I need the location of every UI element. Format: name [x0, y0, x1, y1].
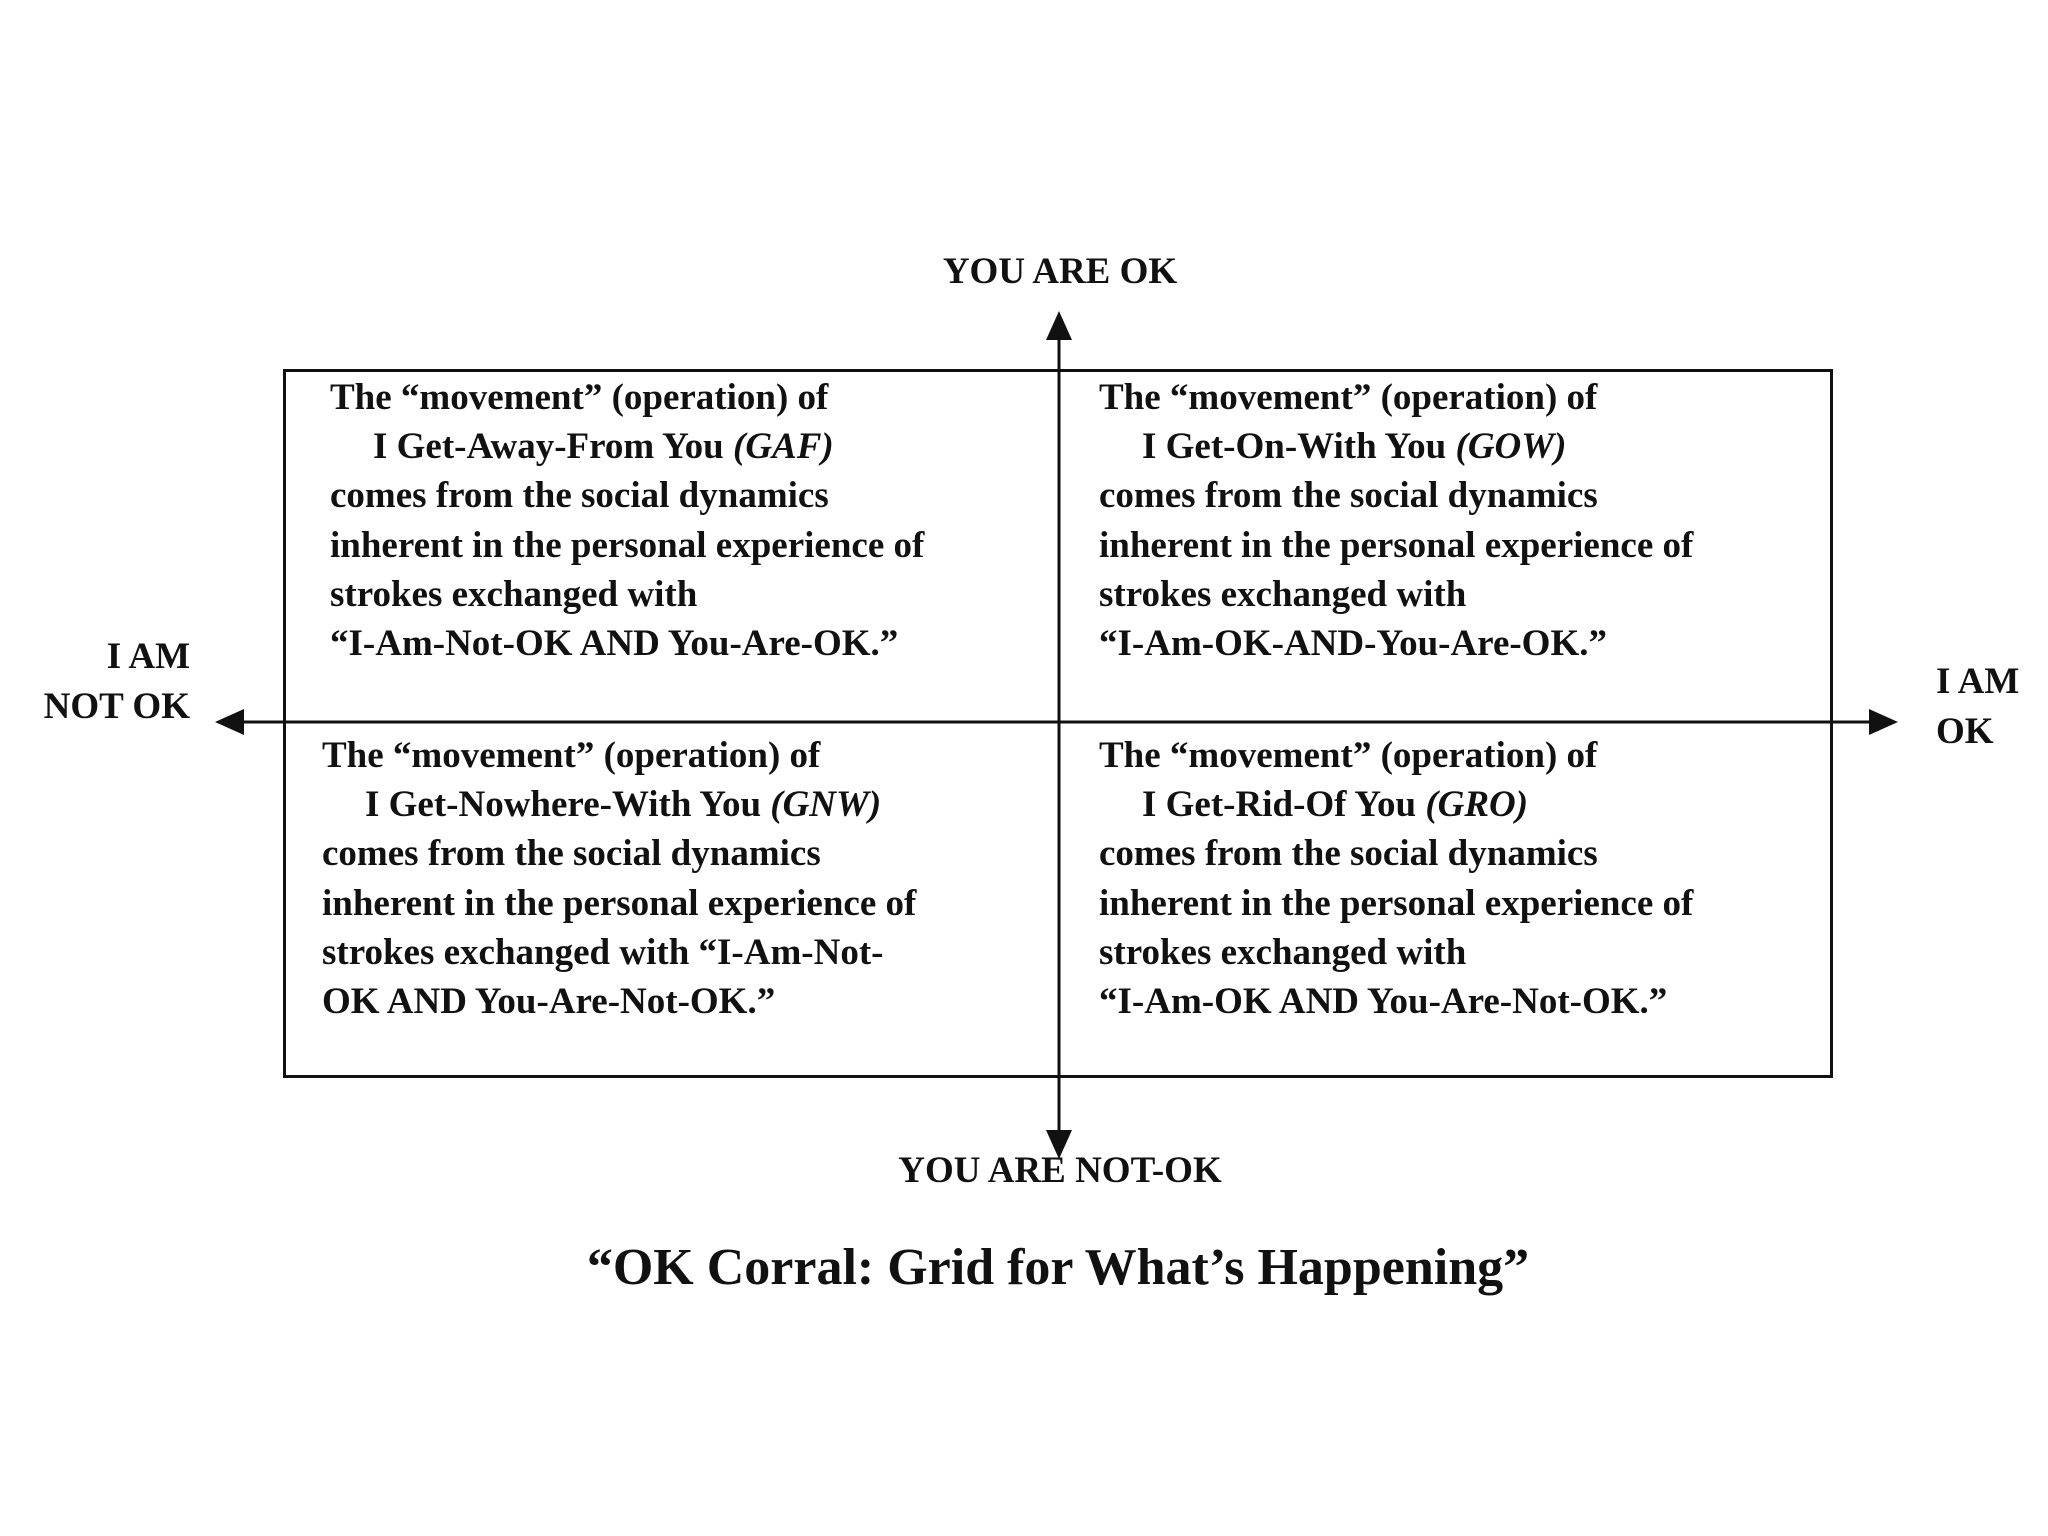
- quadrant-text-line: The “movement” (operation) of: [330, 377, 829, 418]
- operation-code: (GOW): [1455, 426, 1567, 468]
- axis-label-right-line2: OK: [1936, 711, 1994, 752]
- quadrant-text-line: OK AND You-Are-Not-OK.”: [322, 981, 776, 1023]
- quadrant-text-line: comes from the social dynamics: [1099, 475, 1598, 517]
- quadrant-bottom-left: [322, 731, 916, 1026]
- operation-name: I Get-Nowhere-With You: [365, 784, 771, 826]
- axis-label-left-line1: I AM: [106, 636, 190, 677]
- quadrant-text-line: strokes exchanged with “I-Am-Not-: [322, 931, 884, 973]
- quadrant-text-line: “I-Am-Not-OK AND You-Are-OK.”: [330, 623, 899, 665]
- quadrant-text-line: strokes exchanged with: [1099, 573, 1467, 615]
- quadrant-text-line: strokes exchanged with: [330, 573, 698, 615]
- quadrant-text-line: “I-Am-OK AND You-Are-Not-OK.”: [1099, 981, 1668, 1023]
- quadrant-text-line: inherent in the personal experience of: [1099, 882, 1694, 924]
- quadrant-operation-line: [330, 422, 924, 471]
- up-arrow-icon: [1046, 311, 1072, 340]
- right-arrow-icon: [1869, 709, 1898, 735]
- axis-label-right-line1: I AM: [1936, 661, 2020, 702]
- left-arrow-icon: [215, 709, 244, 735]
- quadrant-top-right: [1099, 373, 1693, 668]
- axis-label-left-line2: NOT OK: [43, 686, 190, 727]
- axis-label-i-am-ok: [1936, 657, 2048, 757]
- quadrant-text-line: inherent in the personal experience of: [330, 524, 925, 566]
- quadrant-text-line: comes from the social dynamics: [1099, 833, 1598, 875]
- quadrant-text-line: strokes exchanged with: [1099, 931, 1467, 973]
- quadrant-top-left: [330, 373, 924, 668]
- diagram-title: “OK Corral: Grid for What’s Happening”: [586, 1239, 1530, 1296]
- quadrant-operation-line: [1099, 780, 1693, 829]
- quadrant-text-line: inherent in the personal experience of: [1099, 524, 1694, 566]
- axis-label-you-are-not-ok: YOU ARE NOT-OK: [898, 1150, 1222, 1191]
- operation-code: (GAF): [733, 426, 834, 468]
- quadrant-text-line: The “movement” (operation) of: [1099, 735, 1598, 776]
- quadrant-operation-line: [1099, 422, 1693, 471]
- quadrant-text-line: The “movement” (operation) of: [322, 735, 821, 776]
- axis-label-you-are-ok: YOU ARE OK: [942, 251, 1178, 292]
- quadrant-text-line: comes from the social dynamics: [330, 475, 829, 517]
- operation-name: I Get-Away-From You: [373, 426, 734, 468]
- quadrant-text-line: inherent in the personal experience of: [322, 882, 917, 924]
- quadrant-operation-line: [322, 780, 916, 829]
- operation-code: (GRO): [1425, 784, 1529, 826]
- operation-name: I Get-Rid-Of You: [1142, 784, 1426, 826]
- quadrant-text-line: “I-Am-OK-AND-You-Are-OK.”: [1099, 623, 1607, 665]
- operation-code: (GNW): [770, 784, 882, 826]
- quadrant-text-line: comes from the social dynamics: [322, 833, 821, 875]
- quadrant-bottom-right: [1099, 731, 1693, 1026]
- operation-name: I Get-On-With You: [1142, 426, 1456, 468]
- axis-label-i-am-not-ok: [10, 632, 190, 732]
- quadrant-text-line: The “movement” (operation) of: [1099, 377, 1598, 418]
